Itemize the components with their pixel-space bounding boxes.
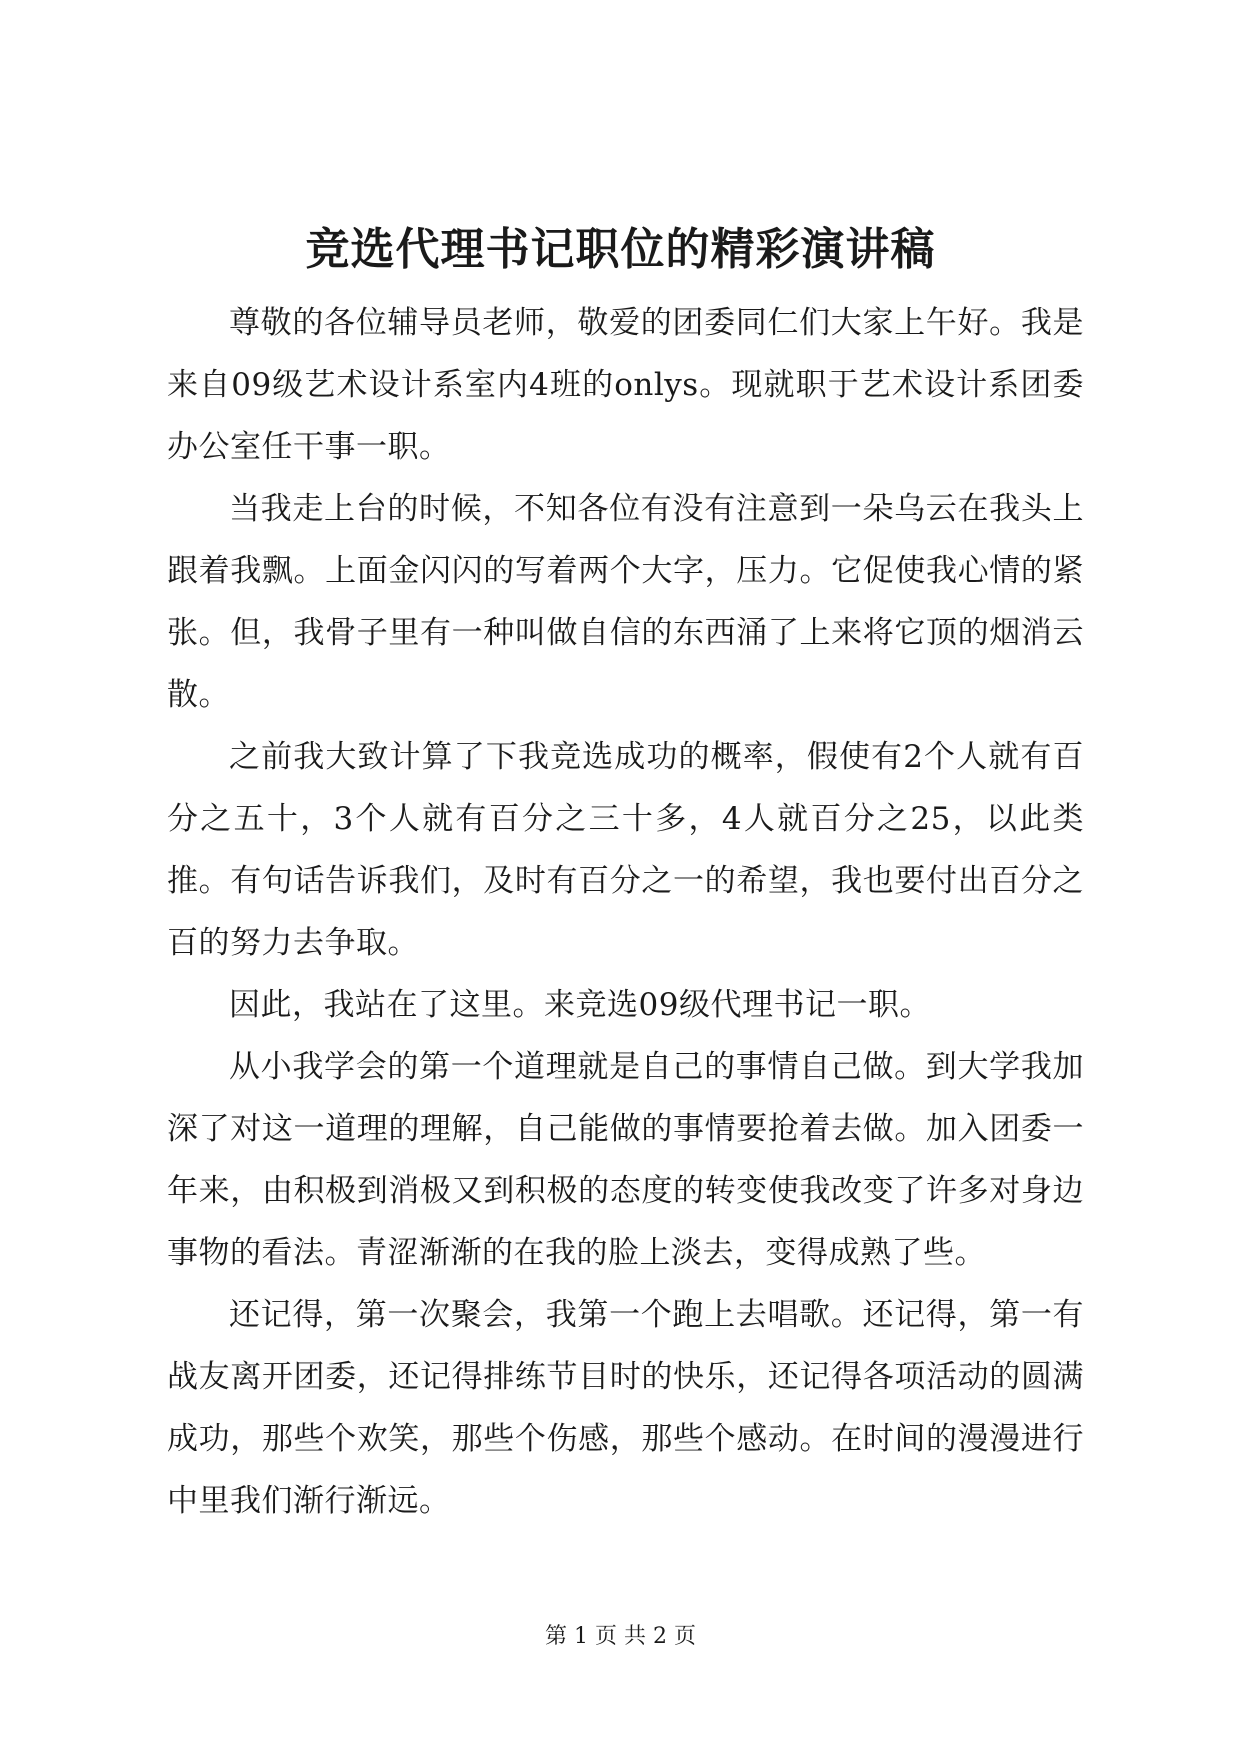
- page-footer: 第 1 页 共 2 页: [545, 1624, 696, 1649]
- paragraph-2: 当我走上台的时候，不知各位有没有注意到一朵乌云在我头上跟着我飘。上面金闪闪的写着两个大字，压力。它促使我心情的紧张。但，我骨子里有一种叫做自信的东西涌了上来将它顶的烟消云散。: [167, 491, 1084, 713]
- paragraph-6: 还记得，第一次聚会，我第一个跑上去唱歌。还记得，第一有战友离开团委，还记得排练节目时的快乐，还记得各项活动的圆满成功，那些个欢笑，那些个伤感，那些个感动。在时间的漫漫进行中里我们渐行渐远。: [167, 1297, 1084, 1519]
- document-body: [167, 292, 1084, 1532]
- paragraph-3: 之前我大致计算了下我竞选成功的概率，假使有2个人就有百分之五十，3个人就有百分之三十多，4人就百分之25，以此类推。有句话告诉我们，及时有百分之一的希望，我也要付出百分之百的努力去争取。: [167, 739, 1084, 961]
- document-title: 竞选代理书记职位的精彩演讲稿: [305, 224, 936, 275]
- paragraph-4: 因此，我站在了这里。来竞选09级代理书记一职。: [229, 987, 931, 1023]
- paragraph-1: 尊敬的各位辅导员老师，敬爱的团委同仁们大家上午好。我是来自09级艺术设计系室内4班的onlys。现就职于艺术设计系团委办公室任干事一职。: [167, 305, 1084, 465]
- paragraph-5: 从小我学会的第一个道理就是自己的事情自己做。到大学我加深了对这一道理的理解，自己能做的事情要抢着去做。加入团委一年来，由积极到消极又到积极的态度的转变使我改变了许多对身边事物的看法。青涩渐渐的在我的脸上淡去，变得成熟了些。: [167, 1049, 1084, 1271]
